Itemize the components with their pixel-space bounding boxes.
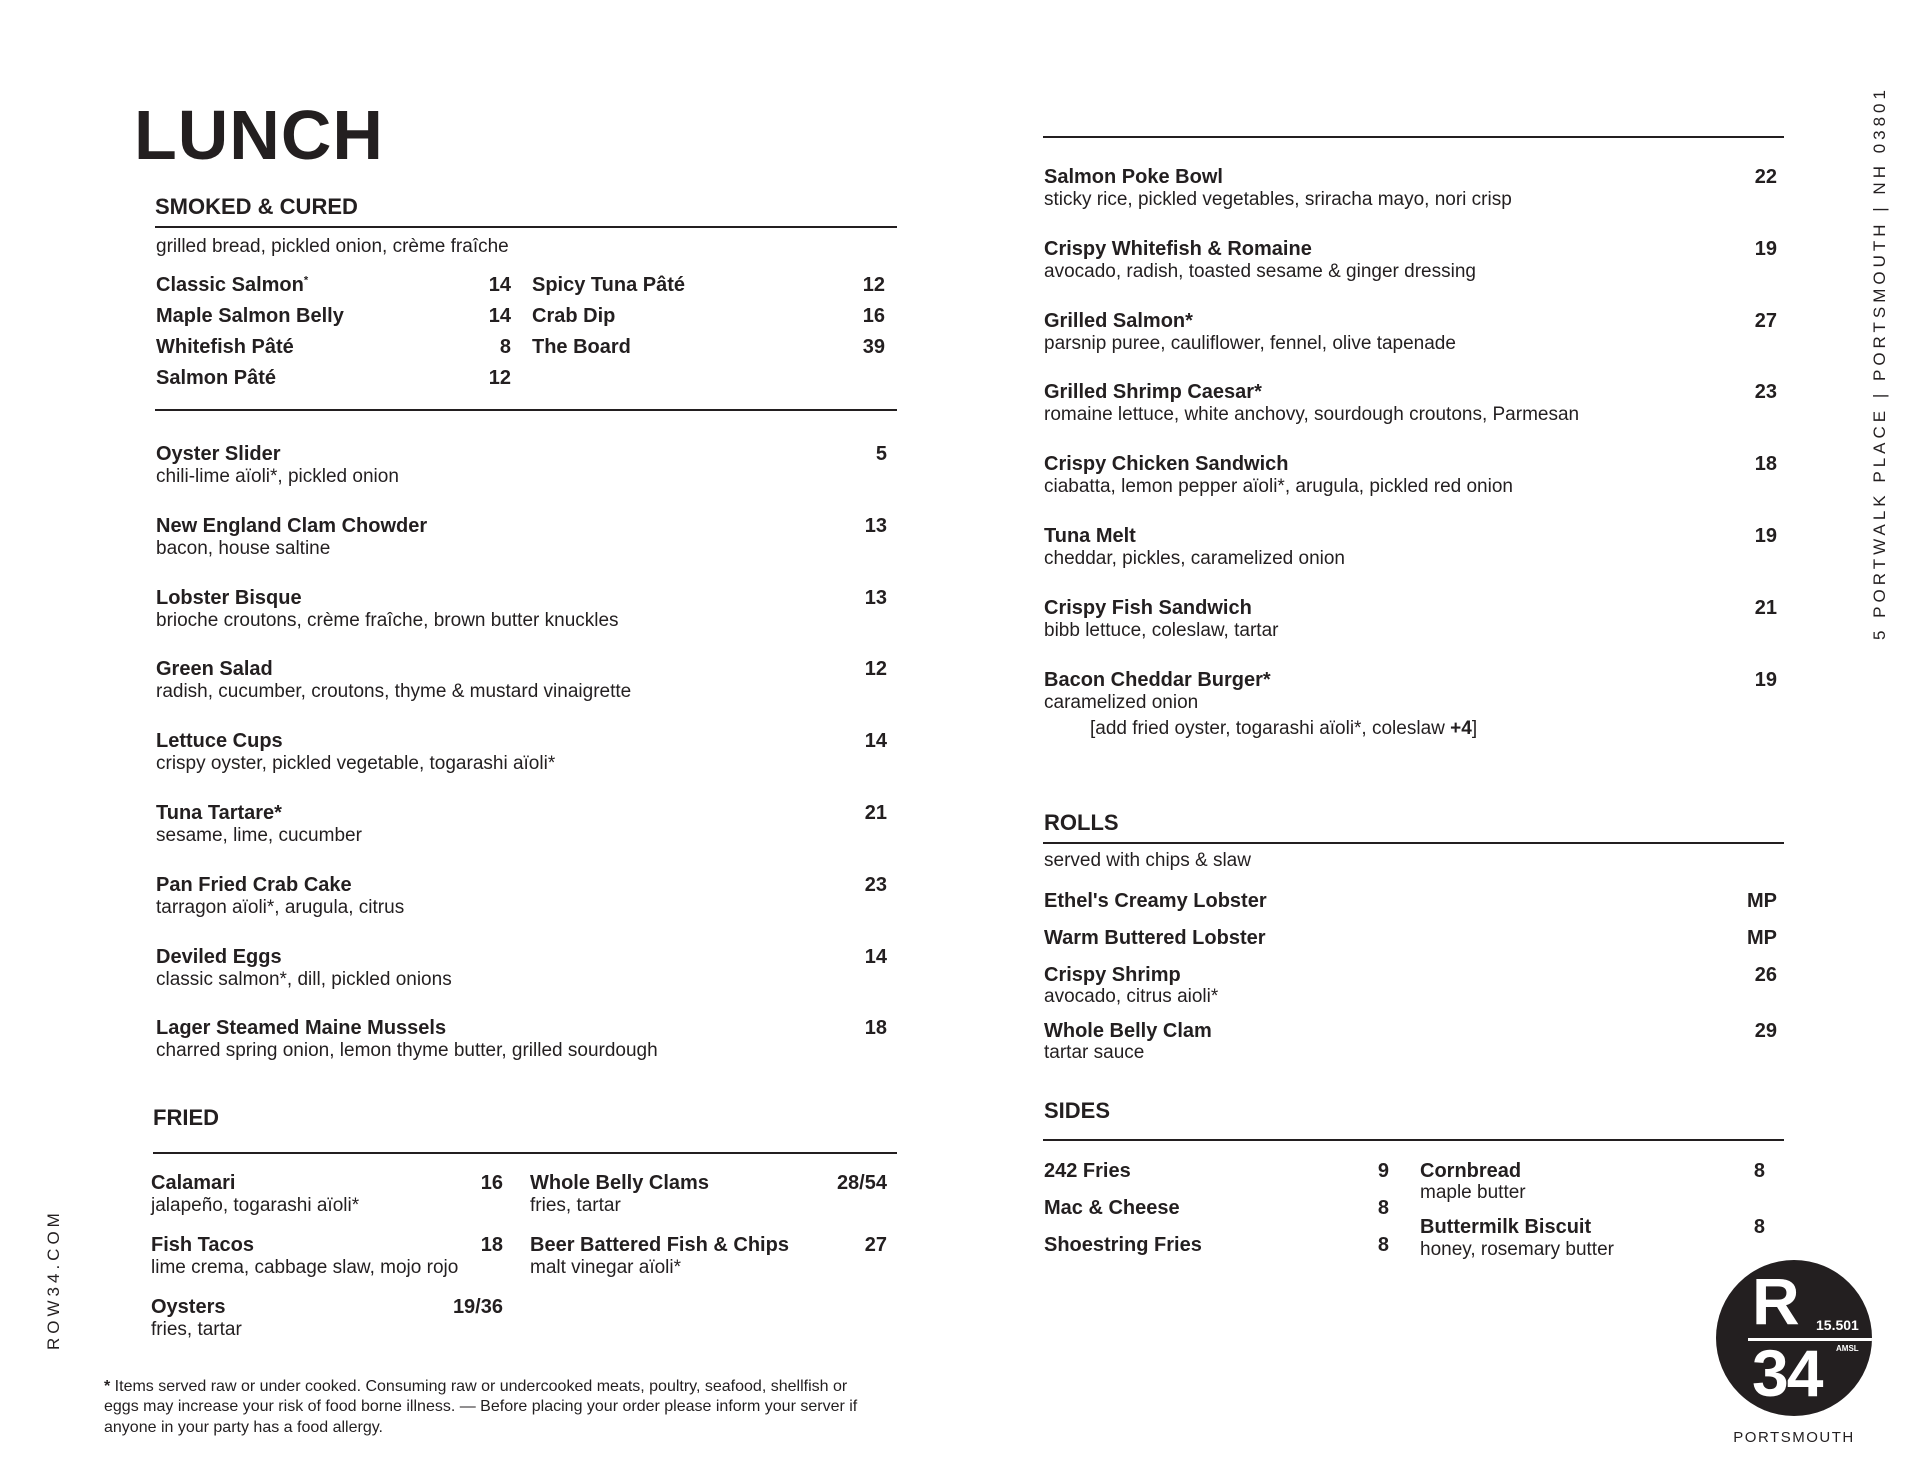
menu-item xyxy=(1044,310,1777,356)
menu-item xyxy=(1044,453,1777,499)
menu-item xyxy=(1044,964,1777,1006)
item-price: 16 xyxy=(862,305,885,327)
logo-letter: R xyxy=(1752,1264,1800,1338)
item-description: lime crema, cabbage slaw, mojo rojo xyxy=(151,1256,459,1278)
item-description: classic salmon*, dill, pickled onions xyxy=(156,968,452,990)
item-name: Grilled Shrimp Caesar* xyxy=(1044,381,1262,404)
item-description: brioche croutons, crème fraîche, brown butter knuckles xyxy=(156,609,619,631)
item-description: sesame, lime, cucumber xyxy=(156,824,362,846)
menu-item xyxy=(1420,1160,1765,1202)
item-name: Beer Battered Fish & Chips xyxy=(530,1233,789,1256)
item-name: Lager Steamed Maine Mussels xyxy=(156,1017,447,1040)
menu-item xyxy=(1044,525,1777,571)
item-name: Crispy Chicken Sandwich xyxy=(1044,453,1289,476)
item-description: maple butter xyxy=(1420,1182,1526,1203)
item-description: bibb lettuce, coleslaw, tartar xyxy=(1044,619,1279,641)
item-name: Whitefish Pâté xyxy=(156,336,294,358)
item-description: bacon, house saltine xyxy=(156,537,331,559)
item-price: 27 xyxy=(1754,309,1777,332)
item-price: 21 xyxy=(1754,596,1777,619)
item-price: 27 xyxy=(864,1233,887,1256)
item-description: tarragon aïoli*, arugula, citrus xyxy=(156,896,405,918)
item-price: 12 xyxy=(488,367,511,389)
item-name: Oyster Slider xyxy=(156,443,281,465)
item-name: Green Salad xyxy=(156,658,273,681)
item-name: Salmon Pâté xyxy=(156,367,277,389)
item-name: Deviled Eggs xyxy=(156,945,282,968)
allergy-footnote: * Items served raw or under cooked. Consuming raw or undercooked meats, poultry, seafood, shellfish or eggs may increase your risk of food borne illness. — Before placing your order please inform your server if anyone in your party has a food allergy. xyxy=(104,1378,858,1436)
item-name: Classic Salmon* xyxy=(156,274,309,296)
menu-item xyxy=(151,1296,503,1342)
starters-list xyxy=(156,443,887,1063)
menu-item xyxy=(532,305,885,328)
item-description: malt vinegar aïoli* xyxy=(530,1256,682,1278)
logo-unit: AMSL xyxy=(1836,1344,1859,1353)
item-price: 14 xyxy=(488,274,511,296)
item-name: Tuna Tartare* xyxy=(156,801,282,824)
logo-number: 34 xyxy=(1752,1336,1822,1410)
item-price: 8 xyxy=(1377,1197,1389,1219)
smoked-left-list xyxy=(156,274,511,390)
menu-item xyxy=(156,274,511,297)
item-description: avocado, radish, toasted sesame & ginger dressing xyxy=(1044,260,1476,282)
divider xyxy=(1043,842,1784,844)
item-price: 8 xyxy=(499,336,511,358)
fried-title: FRIED xyxy=(153,1105,219,1130)
item-price: 39 xyxy=(862,336,885,358)
item-description: romaine lettuce, white anchovy, sourdough croutons, Parmesan xyxy=(1044,404,1580,426)
item-price: 26 xyxy=(1754,964,1777,986)
website-text: ROW34.COM xyxy=(44,1209,63,1350)
divider xyxy=(155,409,897,411)
mains-list xyxy=(1044,166,1777,741)
item-price: 16 xyxy=(480,1172,503,1194)
menu-item xyxy=(1044,597,1777,643)
fried-right-list xyxy=(530,1172,887,1280)
item-price: 13 xyxy=(864,514,887,537)
menu-item xyxy=(1044,890,1777,913)
divider xyxy=(155,226,897,228)
item-name: Bacon Cheddar Burger* xyxy=(1044,668,1271,691)
divider xyxy=(153,1152,897,1154)
sides-title: SIDES xyxy=(1044,1098,1111,1123)
item-name: The Board xyxy=(532,336,631,358)
item-description: sticky rice, pickled vegetables, sriracha mayo, nori crisp xyxy=(1044,189,1512,210)
sides-right-list xyxy=(1420,1160,1765,1262)
item-price: 18 xyxy=(864,1017,887,1040)
item-price: 12 xyxy=(864,658,887,681)
menu-item xyxy=(151,1234,503,1280)
menu-item xyxy=(156,730,887,776)
item-name: Tuna Melt xyxy=(1044,524,1136,547)
item-price: 23 xyxy=(1754,381,1777,404)
item-name: Spicy Tuna Pâté xyxy=(532,274,686,296)
page-title: LUNCH xyxy=(134,96,384,174)
item-price: 29 xyxy=(1754,1020,1777,1042)
item-price: 14 xyxy=(864,730,887,753)
item-description: avocado, citrus aioli* xyxy=(1044,986,1219,1007)
item-price: 23 xyxy=(864,873,887,896)
menu-item xyxy=(1044,166,1777,212)
menu-item xyxy=(156,367,511,390)
menu-item xyxy=(156,802,887,848)
menu-item xyxy=(156,658,887,704)
menu-item xyxy=(532,336,885,359)
menu-item xyxy=(532,274,885,297)
item-description: crispy oyster, pickled vegetable, togarashi aïoli* xyxy=(156,753,556,775)
item-name: Salmon Poke Bowl xyxy=(1044,166,1223,188)
menu-item xyxy=(156,874,887,920)
menu-item xyxy=(1044,238,1777,284)
item-price: 13 xyxy=(864,586,887,609)
item-price: 14 xyxy=(488,305,511,327)
item-price: 8 xyxy=(1753,1216,1765,1238)
menu-item xyxy=(156,515,887,561)
smoked-right-list xyxy=(532,274,885,359)
item-description: charred spring onion, lemon thyme butter, grilled sourdough xyxy=(156,1040,658,1062)
item-name: 242 Fries xyxy=(1044,1160,1131,1182)
item-name: Lobster Bisque xyxy=(156,586,302,609)
item-price: 8 xyxy=(1377,1234,1389,1256)
menu-item xyxy=(156,946,887,992)
item-name: Oysters xyxy=(151,1295,226,1318)
menu-item xyxy=(1420,1216,1765,1262)
item-name: Whole Belly Clam xyxy=(1044,1020,1212,1042)
logo-city: PORTSMOUTH xyxy=(1733,1429,1855,1446)
menu-item xyxy=(1044,381,1777,427)
item-name: Pan Fried Crab Cake xyxy=(156,873,352,896)
row34-logo xyxy=(1716,1260,1872,1416)
smoked-cured-title: SMOKED & CURED xyxy=(155,194,358,219)
item-name: Crispy Whitefish & Romaine xyxy=(1044,237,1312,260)
menu-item xyxy=(1044,669,1777,742)
menu-item xyxy=(156,336,511,359)
rolls-title: ROLLS xyxy=(1044,810,1119,835)
rolls-list xyxy=(1044,890,1777,1062)
item-description: caramelized onion xyxy=(1044,691,1199,713)
item-name: Cornbread xyxy=(1420,1160,1522,1182)
item-price: 19 xyxy=(1754,524,1777,547)
sides-left-list xyxy=(1044,1160,1389,1257)
item-description: fries, tartar xyxy=(151,1318,242,1340)
item-price: MP xyxy=(1747,890,1777,912)
item-name: Shoestring Fries xyxy=(1044,1234,1202,1256)
item-description: ciabatta, lemon pepper aïoli*, arugula, pickled red onion xyxy=(1044,476,1513,498)
menu-item xyxy=(530,1172,887,1218)
menu-item xyxy=(1044,1234,1389,1257)
menu-item xyxy=(530,1234,887,1280)
menu-item xyxy=(156,305,511,328)
menu-item xyxy=(1044,1160,1389,1183)
divider xyxy=(1043,136,1784,138)
menu-item xyxy=(156,443,887,489)
item-name: Ethel's Creamy Lobster xyxy=(1044,890,1267,912)
smoked-cured-subtitle: grilled bread, pickled onion, crème fraîche xyxy=(156,236,509,257)
menu-item xyxy=(156,587,887,633)
item-name: Crispy Fish Sandwich xyxy=(1044,596,1252,619)
item-name: Grilled Salmon* xyxy=(1044,309,1193,332)
item-name: Crab Dip xyxy=(532,305,616,327)
item-description: parsnip puree, cauliflower, fennel, olive tapenade xyxy=(1044,332,1456,354)
item-name: Whole Belly Clams xyxy=(530,1172,709,1194)
item-description: jalapeño, togarashi aïoli* xyxy=(151,1195,360,1216)
item-price: 8 xyxy=(1753,1160,1765,1182)
rolls-subtitle: served with chips & slaw xyxy=(1044,850,1251,871)
item-price: 14 xyxy=(864,945,887,968)
item-price: 9 xyxy=(1377,1160,1389,1182)
item-name: New England Clam Chowder xyxy=(156,514,428,537)
fried-left-list xyxy=(151,1172,503,1341)
item-price: 28/54 xyxy=(836,1172,887,1194)
menu-item xyxy=(1044,927,1777,950)
item-name: Lettuce Cups xyxy=(156,730,283,753)
logo-elevation: 15.501 xyxy=(1816,1317,1859,1333)
item-price: 21 xyxy=(864,801,887,824)
item-name: Fish Tacos xyxy=(151,1233,254,1256)
item-description: fries, tartar xyxy=(530,1195,621,1216)
menu-item xyxy=(156,1017,887,1063)
item-price: 19 xyxy=(1754,668,1777,691)
item-price: MP xyxy=(1747,927,1777,949)
item-price: 19/36 xyxy=(452,1295,503,1318)
item-price: 12 xyxy=(862,274,885,296)
item-description: cheddar, pickles, caramelized onion xyxy=(1044,547,1346,569)
item-name: Crispy Shrimp xyxy=(1044,964,1181,986)
menu-item xyxy=(1044,1020,1777,1062)
item-price: 18 xyxy=(480,1233,503,1256)
item-name: Warm Buttered Lobster xyxy=(1044,927,1266,949)
item-price: 18 xyxy=(1754,453,1777,476)
item-name: Maple Salmon Belly xyxy=(156,305,344,327)
item-description: radish, cucumber, croutons, thyme & mustard vinaigrette xyxy=(156,681,632,703)
item-price: 19 xyxy=(1754,237,1777,260)
item-description: tartar sauce xyxy=(1044,1042,1145,1063)
item-price: 22 xyxy=(1754,166,1777,188)
item-name: Calamari xyxy=(151,1172,236,1194)
menu-item xyxy=(151,1172,503,1218)
burger-addon: [add fried oyster, togarashi aïoli*, coleslaw +4] xyxy=(1090,718,1478,740)
item-description: chili-lime aïoli*, pickled onion xyxy=(156,466,399,487)
item-name: Mac & Cheese xyxy=(1044,1197,1180,1219)
item-name: Buttermilk Biscuit xyxy=(1420,1216,1592,1238)
menu-item xyxy=(1044,1197,1389,1220)
address-text: 5 PORTWALK PLACE | PORTSMOUTH | NH 03801 xyxy=(1870,86,1889,640)
item-description: honey, rosemary butter xyxy=(1420,1239,1614,1260)
divider xyxy=(1043,1139,1784,1141)
item-price: 5 xyxy=(875,443,887,465)
